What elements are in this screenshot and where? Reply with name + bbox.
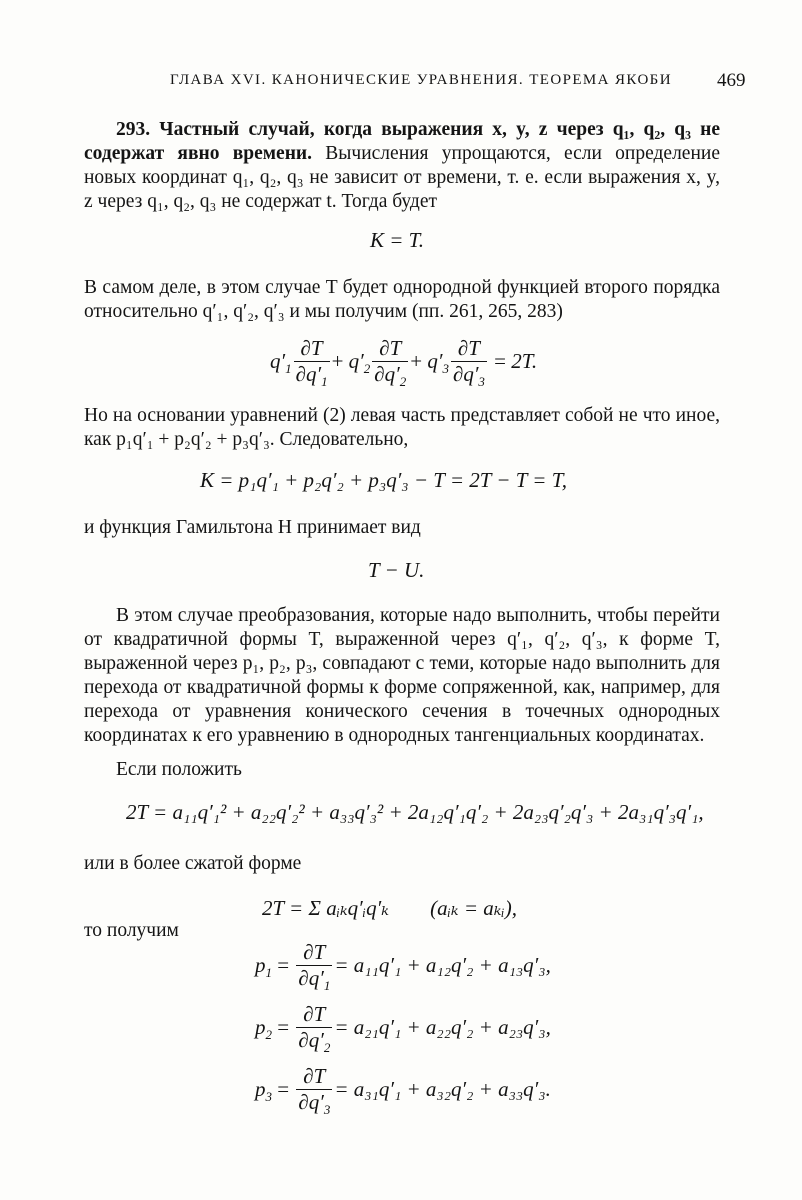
paragraph-get: то получим — [84, 920, 179, 941]
section-title: 293. Частный случай, когда выражения x, y, z через q₁, q₂, q₃ не содержат явно времени. — [84, 119, 720, 164]
equation-quadratic: 2T = a₁₁q′₁² + a₂₂q′₂² + a₃₃q′₃² + 2a₁₂q′₁q′₂ + 2a₂₃q′₂q′₃ + 2a₃₁q′₃q′₁, — [126, 800, 704, 824]
paragraph-based — [84, 404, 720, 452]
equation-compact — [262, 896, 517, 921]
equation-t-minus-u: T − U. — [368, 558, 425, 582]
p1-rhs: = a₁₁q′₁ + a₁₂q′₂ + a₁₃q′₃, — [334, 952, 551, 977]
equation-euler: $q'_1$ $\frac{\partial T}{\partial q'_1}$ + $q'_2$ $\frac{\partial T}{\partial q'_2}$ + $q'_3$ $\frac{\partial T}{\partial q'_3}$ = 2T. — [270, 336, 538, 390]
paragraph-hamilton-text: и функция Гамильтона H принимает вид — [84, 517, 421, 538]
equation-p3: $p_3$ = $\frac{\partial T}{\partial q'_3}$ = a₃₁q′₁ + a₃₂q′₂ + a₃₃q′₃. — [255, 1064, 551, 1118]
paragraph-if — [84, 758, 720, 782]
paragraph-compact — [84, 852, 720, 876]
paragraph-compact-text: или в более сжатой форме — [84, 853, 302, 874]
p3-rhs: = a₃₁q′₁ + a₃₂q′₂ + a₃₃q′₃. — [334, 1076, 551, 1101]
paragraph-homogeneous — [84, 276, 720, 324]
paragraph-transform — [84, 604, 720, 748]
paragraph-transform-text: В этом случае преобразования, которые надо выполнить, чтобы перейти от квадратичной формы T, выраженной через q′₁, q′₂, q′₃, к форме T, выраженной через p₁, p₂, p₃, совпадают с теми, которые надо выполнить для перехода от квадратичной формы к форме сопряженной, как, например, для перехода от уравнения конического сечения в точечных однородных координатах к его уравнению в однородных тангенциальных координатах. — [84, 605, 720, 746]
page-number: 469 — [717, 70, 746, 91]
equation-k-equals-t: K = T. — [370, 228, 425, 252]
equation-p2: $p_2$ = $\frac{\partial T}{\partial q'_2}$ = a₂₁q′₁ + a₂₂q′₂ + a₂₃q′₃, — [255, 1002, 551, 1056]
section-intro: Вычисления упрощаются, если определение новых координат q₁, q₂, q₃ не зависит от времени, т. е. если выражения x, y, z через q₁, q₂, q₃ не содержат t. Тогда будет — [84, 143, 720, 212]
paragraph-based-text: Но на основании уравнений (2) левая часть представляет собой не что иное, как p₁q′₁ + p₂q′₂ + p₃q′₃. Следовательно, — [84, 405, 720, 450]
euler-rhs: 2T. — [511, 348, 538, 373]
paragraph-homogeneous-text: В самом деле, в этом случае T будет однородной функцией второго порядка относительно q′₁, q′₂, q′₃ и мы получим (пп. 261, 265, 283) — [84, 277, 720, 322]
equation-k-chain: K = p₁q′₁ + p₂q′₂ + p₃q′₃ − T = 2T − T = T, — [200, 468, 568, 492]
paragraph-hamilton — [84, 516, 720, 540]
p2-rhs: = a₂₁q′₁ + a₂₂q′₂ + a₂₃q′₃, — [334, 1014, 551, 1039]
section-293 — [84, 118, 720, 214]
paragraph-if-text: Если положить — [116, 759, 242, 780]
running-title: ГЛАВА XVI. КАНОНИЧЕСКИЕ УРАВНЕНИЯ. ТЕОРЕМА ЯКОБИ — [170, 72, 672, 88]
compact-sum: 2T = Σ aᵢₖq′ᵢq′ₖ — [262, 896, 389, 920]
compact-symmetry-note: (aᵢₖ = aₖᵢ), — [430, 896, 517, 920]
equation-p1: $p_1$ = $\frac{\partial T}{\partial q'_1}$ = a₁₁q′₁ + a₁₂q′₂ + a₁₃q′₃, — [255, 940, 551, 994]
